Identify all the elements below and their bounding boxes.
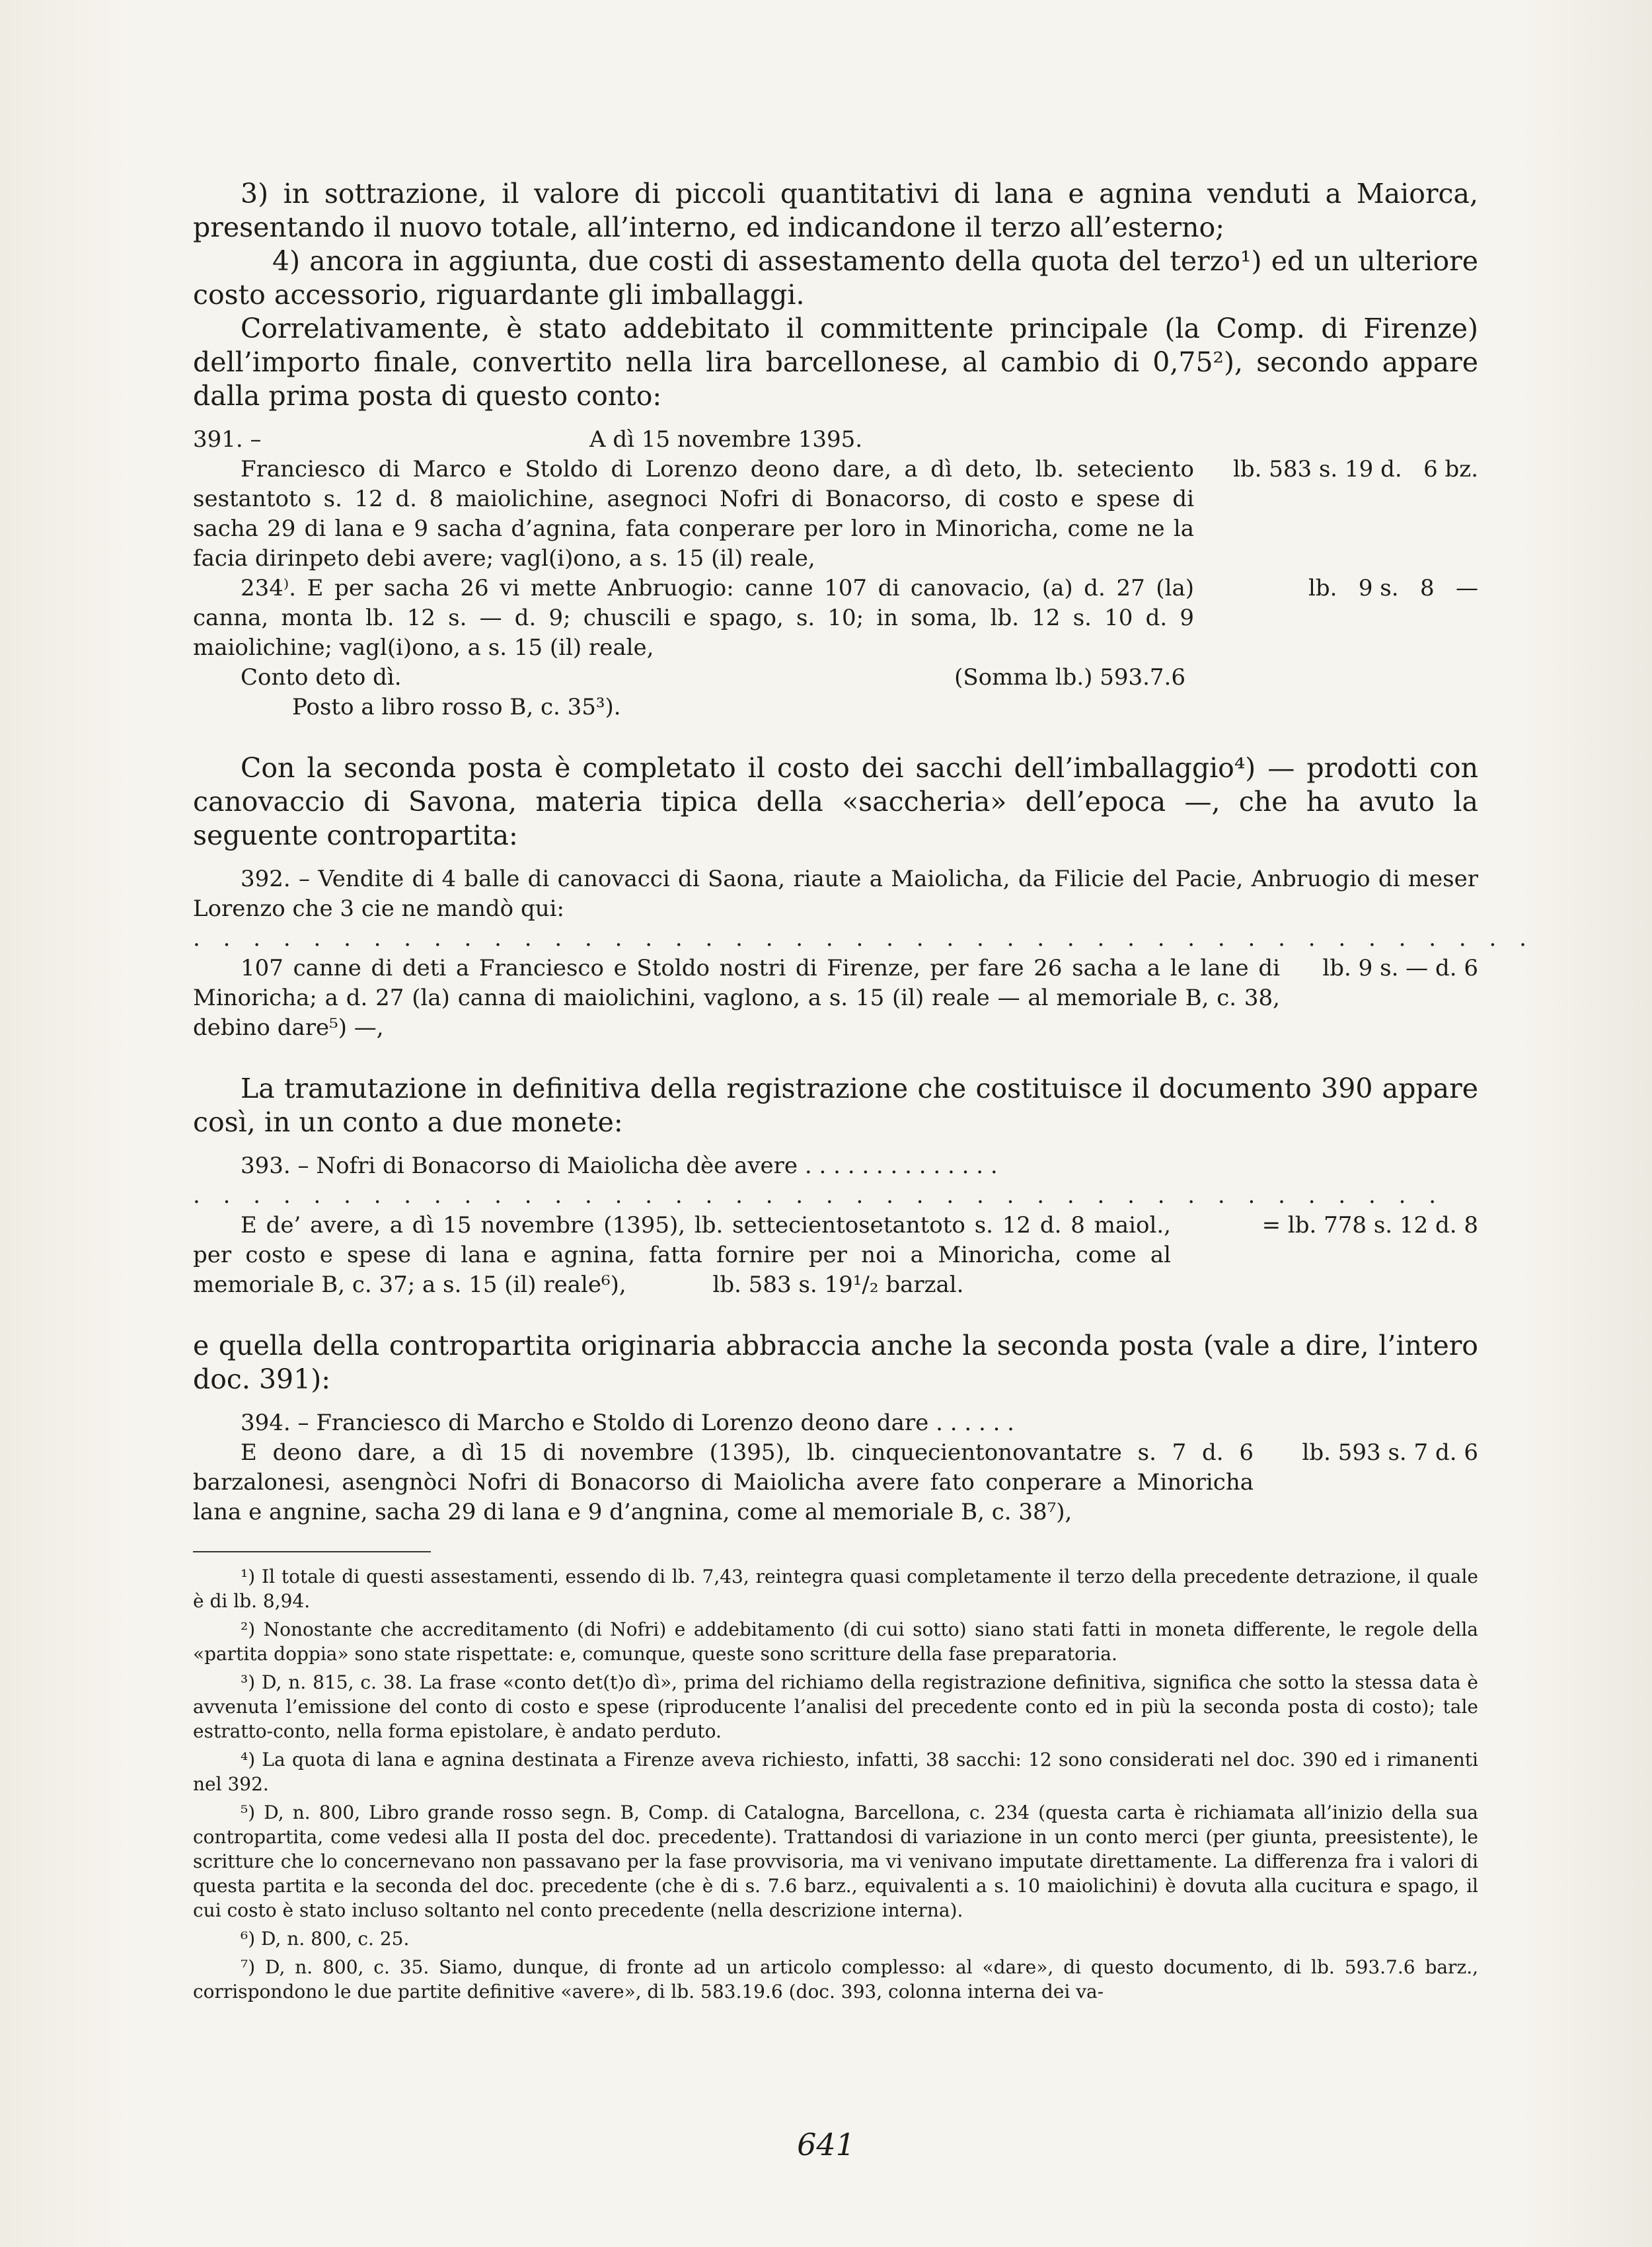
paragraph-3: 3) in sottrazione, il valore di piccoli quantitativi di lana e agnina venduti a Maiorca, presentando il nuovo totale, all’interno, ed indicandone il terzo all’esterno; bbox=[193, 178, 1478, 243]
paragraph-4: 4) ancora in aggiunta, due costi di assestamento della quota del terzo¹) ed un ulteriore costo accessorio, riguardante gli imballaggi. bbox=[193, 245, 1478, 311]
doc-393-amount-barzal: lb. 583 s. 19¹/₂ barzal. bbox=[712, 1272, 964, 1298]
doc-391-amount-2: lb. 9 s. 8 — bbox=[1308, 575, 1478, 601]
doc-391-somma: (Somma lb.) 593.7.6 bbox=[954, 664, 1185, 691]
page-number: 641 bbox=[797, 2127, 855, 2162]
doc-391-conto: Conto deto dì. bbox=[241, 664, 402, 691]
paragraph-tramutazione: La tramutazione in definitiva della registrazione che costituisce il documento 390 appare così, in un conto a due monete: bbox=[193, 1073, 1478, 1138]
doc-392-dots: . . . . . . . . . . . . . . . . . . . . . . . . . . . . . . . . . . . . . . . . . . . . . bbox=[193, 925, 1534, 952]
doc-391-posto: Posto a libro rosso B, c. 35³). bbox=[292, 694, 621, 720]
document-394 bbox=[193, 1408, 1478, 1527]
document-392 bbox=[193, 864, 1534, 1043]
doc-393-entry-text: E de’ avere, a dì 15 novembre (1395), lb. settecientosetantoto s. 12 d. 8 maiol., per costo e spese di lana e agnina, fatta fornire per noi a Minoricha, come al memoriale B, c. 37; a s. 15 (il) reale⁶), bbox=[193, 1212, 1171, 1298]
doc-393-amount-maiol: = lb. 778 s. 12 d. 8 bbox=[1261, 1212, 1478, 1238]
doc-392-amount: lb. 9 s. — d. 6 bbox=[1322, 955, 1478, 981]
doc-393-dots: . . . . . . . . . . . . . . . . . . . . . . . . . . . . . . . . . . . . . . . . . . bbox=[193, 1182, 1445, 1209]
paragraph-correlativamente: Correlativamente, è stato addebitato il committente principale (la Comp. di Firenze) dell’importo finale, convertito nella lira barcellonese, al cambio di 0,75²), secondo appare dalla prima posta di questo conto: bbox=[193, 313, 1478, 412]
doc-394-heading: 394. – Franciesco di Marcho e Stoldo di Lorenzo deono dare . . . . . . bbox=[241, 1410, 1014, 1436]
footnotes bbox=[193, 1564, 1478, 2004]
doc-391-amount-1: lb. 583 s. 19 d. 6 bz. bbox=[1232, 456, 1478, 482]
footnote-4: ⁴) La quota di lana e agnina destinata a Firenze aveva richiesto, infatti, 38 sacchi: 12 sono considerati nel doc. 390 ed i rimanenti nel 392. bbox=[193, 1749, 1478, 1795]
doc-391-entry-1: Franciesco di Marco e Stoldo di Lorenzo deono dare, a dì deto, lb. seteciento sestantoto s. 12 d. 8 maiolichine, asegnoci Nofri di Bonacorso, di costo e spese di sacha 29 di lana e 9 sacha d’agnina, fata conperare per loro in Minoricha, come ne la facia dirinpeto debi avere; vagl(i)ono, a s. 15 (il) reale, bbox=[193, 456, 1194, 572]
doc-391-entry-2: 234⁾. E per sacha 26 vi mette Anbruogio: canne 107 di canovacio, (a) d. 27 (la) canna, monta lb. 12 s. — d. 9; chuscili e spago, s. 10; in soma, lb. 12 s. 10 d. 9 maiolichine; vagl(i)ono, a s. 15 (il) reale, bbox=[193, 575, 1194, 661]
doc-393-heading: 393. – Nofri di Bonacorso di Maiolicha dèe avere . . . . . . . . . . . . . . bbox=[241, 1153, 998, 1179]
footnote-divider bbox=[193, 1551, 431, 1552]
doc-394-entry: E deono dare, a dì 15 di novembre (1395), lb. cinquecientonovantatre s. 7 d. 6 barzalonesi, asengnòci Nofri di Bonacorso di Maiolicha avere fato conperare a Minoricha lana e angnine, sacha 29 di lana e 9 d’angnina, come al memoriale B, c. 38⁷), bbox=[193, 1439, 1254, 1525]
footnote-1: ¹) Il totale di questi assestamenti, essendo di lb. 7,43, reintegra quasi completamente il terzo della precedente detrazione, il quale è di lb. 8,94. bbox=[193, 1566, 1478, 1612]
doc-392-heading: 392. – Vendite di 4 balle di canovacci di Saona, riaute a Maiolicha, da Filicie del Pacie, Anbruogio di meser Lorenzo che 3 cie ne mandò qui: bbox=[193, 866, 1478, 922]
doc-393-entry bbox=[193, 1211, 1171, 1300]
footnote-3: ³) D, n. 815, c. 38. La frase «conto det(t)o dì», prima del richiamo della registrazione definitiva, significa che sotto la stessa data è avvenuta l’emissione del conto di costo e spese (riproducente l’analisi del precedente conto ed in più la seconda posta di costo); tale estratto-conto, nella forma epistolare, è andato perduto. bbox=[193, 1671, 1478, 1742]
footnote-2: ²) Nonostante che accreditamento (di Nofri) e addebitamento (di cui sotto) siano stati fatti in moneta differente, le regole della «partita doppia» sono state rispettate: e, comunque, queste sono scritture della fase preparatoria. bbox=[193, 1619, 1478, 1665]
paragraph-contropartita: e quella della contropartita originaria abbraccia anche la seconda posta (vale a dire, l’intero doc. 391): bbox=[193, 1330, 1478, 1395]
paragraph-seconda-posta: Con la seconda posta è completato il costo dei sacchi dell’imballaggio⁴) — prodotti con canovaccio di Savona, materia tipica della «saccheria» dell’epoca —, che ha avuto la seguente contropartita: bbox=[193, 752, 1478, 851]
document-391 bbox=[193, 425, 1478, 722]
doc-391-number: 391. – bbox=[193, 426, 262, 453]
doc-392-entry: 107 canne di deti a Franciesco e Stoldo nostri di Firenze, per fare 26 sacha a le lane di Minoricha; a d. 27 (la) canna di maiolichini, vaglono, a s. 15 (il) reale — al memoriale B, c. 38, debino dare⁵) —, bbox=[193, 955, 1280, 1041]
footnote-7: ⁷) D, n. 800, c. 35. Siamo, dunque, di fronte ad un articolo complesso: al «dare», di questo documento, di lb. 593.7.6 barz., corrispondono le due partite definitive «avere», di lb. 583.19.6 (doc. 393, colonna interna dei va- bbox=[193, 1956, 1478, 2002]
page-body bbox=[193, 177, 1534, 2008]
document-393 bbox=[193, 1151, 1478, 1300]
footnote-5: ⁵) D, n. 800, Libro grande rosso segn. B, Comp. di Catalogna, Barcellona, c. 234 (questa carta è richiamata all’inizio della sua contropartita, come vedesi alla II posta del doc. precedente). Trattandosi di variazione in un conto merci (per giunta, preesistente), le scritture che lo concernevano non passavano per la fase provvisoria, ma vi venivano imputate direttamente. La differenza fra i valori di questa partita e la seconda del doc. precedente (che è di s. 7.6 barz., equivalenti a s. 10 maiolichini) è dovuta alla cucitura e spago, il cui costo è stato incluso soltanto nel conto precedente (nella descrizione interna). bbox=[193, 1802, 1478, 1921]
footnote-6: ⁶) D, n. 800, c. 25. bbox=[241, 1928, 410, 1950]
doc-391-date: A dì 15 novembre 1395. bbox=[589, 426, 863, 453]
doc-394-amount: lb. 593 s. 7 d. 6 bbox=[1302, 1439, 1478, 1466]
